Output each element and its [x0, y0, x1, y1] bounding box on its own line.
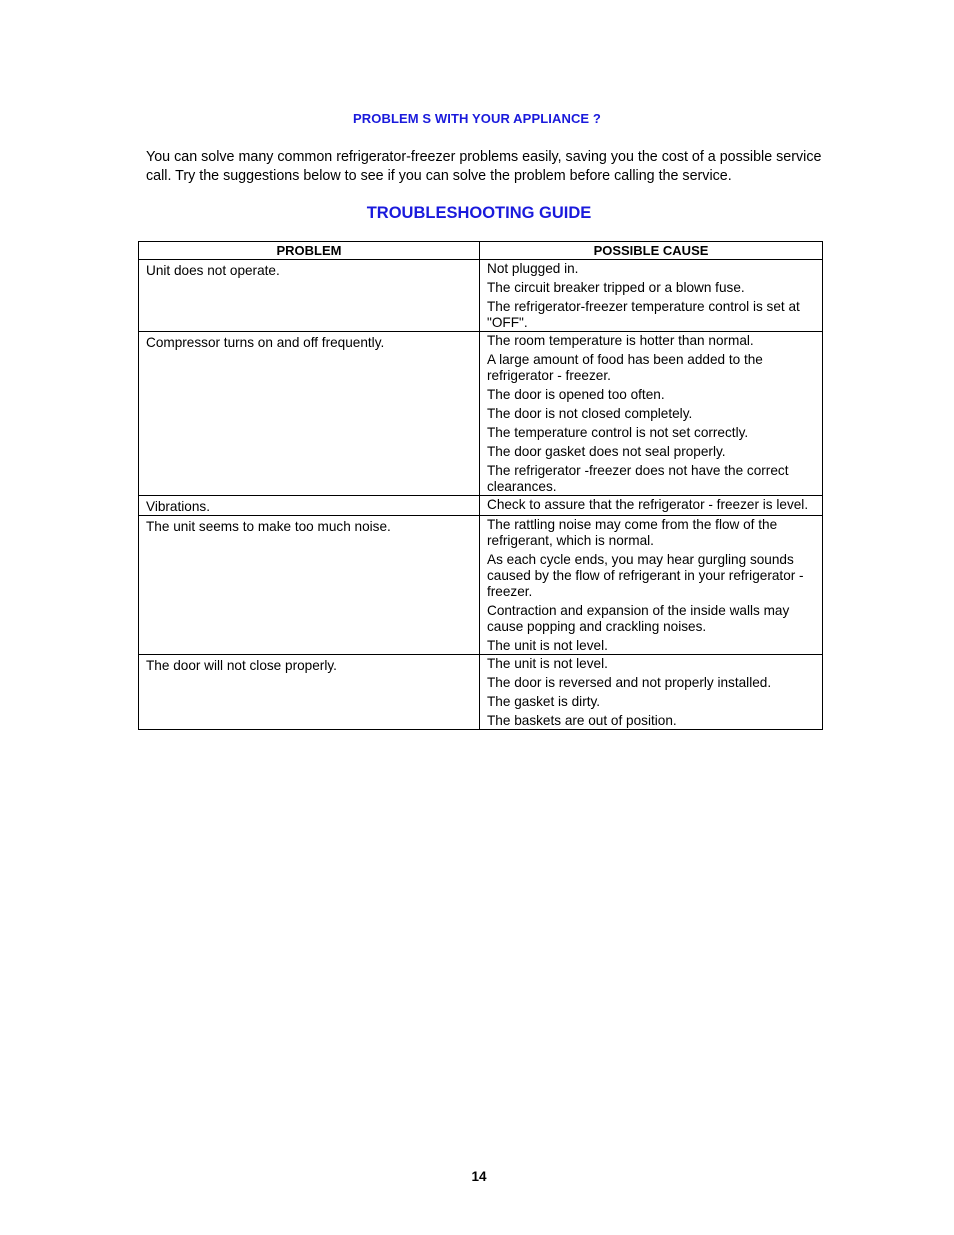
- problem-cell: The door will not close properly.: [139, 655, 480, 730]
- column-header-cause: POSSIBLE CAUSE: [480, 242, 823, 260]
- cause-item: A large amount of food has been added to the refrigerator - freezer.: [487, 352, 763, 383]
- table-row: [139, 516, 823, 655]
- cause-item: The door is not closed completely.: [487, 406, 693, 421]
- cause-item: The door gasket does not seal properly.: [487, 444, 726, 459]
- cause-cell: [480, 655, 823, 730]
- problem-cell: The unit seems to make too much noise.: [139, 516, 480, 655]
- table-body: [139, 260, 823, 730]
- cause-item: The rattling noise may come from the flow of the refrigerant, which is normal.: [487, 517, 778, 548]
- cause-item: The circuit breaker tripped or a blown fuse.: [487, 280, 745, 295]
- problem-cell: Vibrations.: [139, 496, 480, 516]
- page-number: 14: [471, 1169, 487, 1184]
- table-row: [139, 496, 823, 516]
- cause-item: As each cycle ends, you may hear gurgling sounds caused by the flow of refrigerant in your refrigerator - freezer.: [487, 552, 804, 599]
- troubleshooting-table: [138, 241, 823, 730]
- cause-item: The door is reversed and not properly installed.: [487, 675, 772, 690]
- table-row: [139, 655, 823, 730]
- cause-item: The unit is not level.: [487, 638, 608, 653]
- problem-cell: Unit does not operate.: [139, 260, 480, 332]
- cause-item: The gasket is dirty.: [487, 694, 601, 709]
- cause-item: The temperature control is not set correctly.: [487, 425, 749, 440]
- intro-paragraph: You can solve many common refrigerator-freezer problems easily, saving you the cost of a possible service call. Try the suggestions below to see if you can solve the problem before calling the service.: [146, 149, 822, 184]
- cause-item: The refrigerator -freezer does not have the correct clearances.: [487, 463, 789, 494]
- cause-cell: [480, 332, 823, 496]
- cause-item: The unit is not level.: [487, 656, 608, 671]
- column-header-problem: PROBLEM: [139, 242, 480, 260]
- cause-cell: [480, 516, 823, 655]
- problems-heading: PROBLEM S WITH YOUR APPLIANCE ?: [353, 111, 601, 126]
- cause-cell: [480, 496, 823, 516]
- table-header-row: [139, 242, 823, 260]
- table-row: [139, 260, 823, 332]
- cause-item: Check to assure that the refrigerator - freezer is level.: [487, 497, 809, 512]
- cause-item: The room temperature is hotter than normal.: [487, 333, 754, 348]
- table-row: [139, 332, 823, 496]
- cause-cell: [480, 260, 823, 332]
- cause-item: The door is opened too often.: [487, 387, 665, 402]
- cause-item: The baskets are out of position.: [487, 713, 677, 728]
- cause-item: The refrigerator-freezer temperature control is set at "OFF".: [487, 299, 800, 330]
- cause-item: Contraction and expansion of the inside walls may cause popping and crackling noises.: [487, 603, 790, 634]
- problem-cell: Compressor turns on and off frequently.: [139, 332, 480, 496]
- cause-item: Not plugged in.: [487, 261, 579, 276]
- troubleshooting-title: TROUBLESHOOTING GUIDE: [366, 204, 592, 222]
